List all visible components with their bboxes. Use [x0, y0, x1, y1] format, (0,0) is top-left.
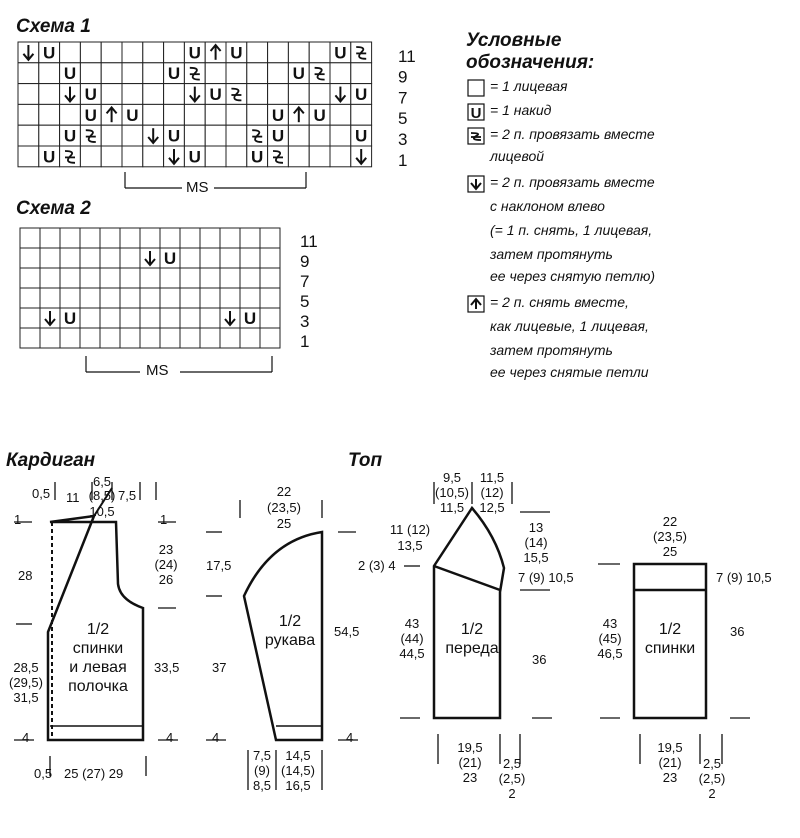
chart-cell [180, 228, 200, 248]
legend-item-ssk-line4: затем протянуть [490, 246, 613, 262]
chart-cell [40, 248, 60, 268]
chart-cell [247, 63, 268, 84]
top-dim: (2,5) [698, 771, 726, 786]
chart-cell [260, 268, 280, 288]
top-dim: 19,5 [457, 740, 483, 755]
chart-cell [40, 328, 60, 348]
chart-cell [330, 63, 351, 84]
chart-cell [288, 42, 309, 63]
legend-item-ssk-line3: (= 1 п. снять, 1 лицевая, [490, 222, 653, 238]
top-dim: 2,5 [502, 756, 522, 771]
yarn-over-symbol: U [313, 105, 326, 125]
chart-cell [20, 268, 40, 288]
chart-cell [120, 308, 140, 328]
chart-cell [143, 42, 164, 63]
yarn-over-symbol: U [84, 105, 97, 125]
chart-cell [184, 104, 205, 125]
top-dim: 36 [730, 624, 745, 639]
sleeve-dim: 14,5 [285, 748, 311, 763]
chart-cell [220, 268, 240, 288]
chart-cell [143, 84, 164, 105]
chart-cell [80, 248, 100, 268]
row-number: 1 [398, 150, 408, 170]
yarn-over-symbol: U [209, 85, 222, 104]
chart-cell [100, 288, 120, 308]
chart-cell [101, 63, 122, 84]
chart-cell [330, 146, 351, 167]
sleeve-dim: 17,5 [206, 558, 232, 573]
chart-cell [205, 63, 226, 84]
chart-cell [309, 125, 330, 146]
cardigan-dim: 26 [158, 572, 174, 587]
scheme2-ms-bracket [86, 356, 272, 372]
top-front-label: 1/2 переда [445, 621, 499, 657]
top-dim: 23 [662, 770, 678, 785]
top-dim: 23 [462, 770, 478, 785]
legend-item-yarnover: = 1 накид [490, 102, 552, 118]
chart-cell [120, 288, 140, 308]
chart-cell [39, 104, 60, 125]
chart-cell [60, 104, 81, 125]
top-title: Топ [348, 450, 383, 471]
yarn-over-symbol: U [126, 105, 139, 125]
legend-item-ssk-line5: ее через снятую петлю) [490, 268, 656, 284]
chart-cell [18, 146, 39, 167]
chart-cell [180, 328, 200, 348]
chart-cell [39, 84, 60, 105]
cardigan-body-label: 1/2 спинки и левая полочка [68, 621, 128, 695]
chart-cell [160, 288, 180, 308]
cardigan-sleeve-label: 1/2 рукава [264, 613, 316, 649]
chart-cell [288, 125, 309, 146]
top-dim: 11,5 [479, 470, 505, 485]
chart-cell [40, 268, 60, 288]
chart-cell [39, 63, 60, 84]
scheme2-title: Схема 2 [16, 198, 91, 219]
chart-cell [220, 288, 240, 308]
chart-cell [220, 248, 240, 268]
row-number: 11 [398, 46, 416, 66]
legend-item-knit: = 1 лицевая [490, 78, 568, 94]
top-dim: 13,5 [397, 538, 423, 553]
chart-cell [200, 308, 220, 328]
top-dim: (14) [524, 535, 548, 550]
sleeve-dim: 4 [346, 730, 354, 745]
scheme1-ms-bracket [125, 172, 306, 188]
row-number: 5 [398, 109, 408, 129]
chart-cell [220, 228, 240, 248]
chart-cell [100, 308, 120, 328]
cardigan-dim: 4 [22, 730, 30, 745]
chart-cell [180, 268, 200, 288]
chart-cell [164, 84, 185, 105]
chart-cell [40, 228, 60, 248]
chart-cell [268, 63, 289, 84]
scheme2-grid [20, 228, 318, 351]
top-dim: 2 [508, 786, 516, 801]
chart-cell [39, 125, 60, 146]
top-dim: (21) [458, 755, 482, 770]
chart-cell [330, 104, 351, 125]
cardigan-dim: 7,5 [118, 488, 137, 503]
chart-cell [20, 248, 40, 268]
yarn-over-symbol: U [63, 309, 77, 328]
yarn-over-symbol: U [63, 126, 77, 146]
yarn-over-symbol: U [167, 64, 181, 84]
top-dim: 2 (3) 4 [358, 558, 396, 573]
chart-cell [205, 104, 226, 125]
yarn-over-symbol: U [167, 126, 181, 146]
chart-cell [80, 288, 100, 308]
chart-cell [240, 248, 260, 268]
top-dim: (45) [598, 631, 622, 646]
top-dim: (2,5) [498, 771, 526, 786]
row-number: 7 [398, 88, 408, 108]
top-dim: 12,5 [479, 500, 505, 515]
top-dim: 2,5 [702, 756, 722, 771]
legend-item-cdd-line1: = 2 п. снять вместе, [490, 294, 629, 310]
top-dim: 43 [602, 616, 618, 631]
chart-cell [18, 104, 39, 125]
chart-cell [180, 248, 200, 268]
sleeve-dim: 22 [276, 484, 292, 499]
yarn-over-symbol: U [271, 105, 285, 125]
row-number: 1 [300, 332, 310, 351]
sleeve-dim: 25 [276, 516, 292, 531]
yarn-over-symbol: U [188, 147, 201, 167]
scheme1-title: Схема 1 [16, 16, 91, 37]
chart-cell [80, 42, 101, 63]
sleeve-dim: (9) [254, 763, 270, 778]
chart-cell [309, 42, 330, 63]
cardigan-dim: 28 [18, 568, 33, 583]
top-dim: 36 [532, 652, 547, 667]
cardigan-dim: (8,5) [88, 488, 116, 503]
chart-cell [60, 42, 81, 63]
legend-item-k2tog-line1: = 2 п. провязать вместе [490, 126, 655, 142]
top-dim: (12) [480, 485, 504, 500]
chart-cell [184, 125, 205, 146]
row-number: 9 [300, 252, 310, 271]
chart-cell [60, 228, 80, 248]
chart-cell [143, 104, 164, 125]
sleeve-dim: 54,5 [334, 624, 360, 639]
chart-cell [20, 288, 40, 308]
legend-item-cdd-line3: затем протянуть [490, 342, 613, 358]
yarn-over-symbol: U [470, 105, 482, 122]
top-dim: (21) [658, 755, 682, 770]
top-dim: 15,5 [523, 550, 549, 565]
chart-cell [80, 308, 100, 328]
chart-cell [101, 84, 122, 105]
chart-cell [260, 288, 280, 308]
chart-cell [60, 248, 80, 268]
top-dim: 19,5 [657, 740, 683, 755]
cardigan-dim: 11 [66, 490, 80, 505]
chart-cell [247, 84, 268, 105]
chart-cell [20, 308, 40, 328]
top-dim: 7 (9) 10,5 [518, 570, 574, 585]
sleeve-dim: 16,5 [285, 778, 311, 793]
chart-cell [120, 228, 140, 248]
row-number: 11 [300, 232, 318, 251]
chart-cell [160, 308, 180, 328]
chart-cell [180, 308, 200, 328]
yarn-over-symbol: U [292, 64, 305, 84]
cardigan-dim: 31,5 [13, 690, 39, 705]
chart-cell [140, 308, 160, 328]
top-dim: 22 [662, 514, 678, 529]
chart-cell [260, 328, 280, 348]
row-number: 3 [398, 130, 408, 149]
chart-cell [205, 146, 226, 167]
scheme1-ms-label: MS [186, 179, 209, 196]
chart-cell [247, 104, 268, 125]
chart-cell [80, 268, 100, 288]
top-dim: 25 [662, 544, 678, 559]
chart-cell [268, 42, 289, 63]
chart-cell [330, 125, 351, 146]
chart-cell [122, 125, 143, 146]
chart-cell [100, 228, 120, 248]
yarn-over-symbol: U [43, 147, 56, 167]
chart-cell [140, 228, 160, 248]
chart-cell [220, 328, 240, 348]
chart-cell [200, 288, 220, 308]
chart-cell [140, 268, 160, 288]
chart-cell [351, 104, 372, 125]
top-dim: 9,5 [442, 470, 462, 485]
chart-cell [140, 288, 160, 308]
yarn-over-symbol: U [188, 43, 201, 63]
sleeve-dim: 4 [212, 730, 220, 745]
cardigan-dim: 23 [158, 542, 174, 557]
chart-cell [309, 84, 330, 105]
yarn-over-symbol: U [163, 249, 177, 268]
top-dim: 11,5 [439, 500, 465, 515]
row-number: 9 [398, 67, 408, 87]
cardigan-dim: 28,5 [13, 660, 39, 675]
cardigan-title: Кардиган [6, 450, 96, 471]
chart-cell [160, 268, 180, 288]
yarn-over-symbol: U [355, 85, 368, 104]
chart-cell [18, 63, 39, 84]
chart-cell [240, 328, 260, 348]
chart-cell [200, 248, 220, 268]
chart-cell [288, 84, 309, 105]
legend-item-ssk-line2: с наклоном влево [490, 198, 605, 214]
cardigan-dim: (24) [154, 557, 178, 572]
chart-cell [268, 84, 289, 105]
top-dim: 11 (12) [389, 522, 431, 537]
chart-cell [260, 308, 280, 328]
chart-cell [240, 228, 260, 248]
cardigan-dim: 25 (27) 29 [64, 766, 124, 781]
chart-cell [122, 42, 143, 63]
cardigan-dim: 33,5 [154, 660, 180, 675]
sleeve-dim: 37 [212, 660, 227, 675]
chart-cell [80, 63, 101, 84]
chart-cell [351, 63, 372, 84]
chart-cell [122, 63, 143, 84]
sleeve-dim: 7,5 [252, 748, 272, 763]
chart-cell [160, 328, 180, 348]
top-back-label: 1/2 спинки [644, 621, 696, 657]
top-dim: 7 (9) 10,5 [716, 570, 772, 585]
top-dim: (10,5) [435, 485, 469, 500]
yarn-over-symbol: U [243, 309, 257, 328]
row-number: 7 [300, 272, 310, 291]
chart-cell [80, 146, 101, 167]
chart-cell [120, 248, 140, 268]
chart-cell [122, 84, 143, 105]
cardigan-dim: 4 [166, 730, 174, 745]
chart-cell [140, 328, 160, 348]
yarn-over-symbol: U [230, 43, 243, 63]
legend-item-cdd-line4: ее через снятые петли [490, 364, 649, 380]
chart-cell [101, 42, 122, 63]
yarn-over-symbol: U [43, 43, 56, 63]
chart-cell [164, 104, 185, 125]
yarn-over-symbol: U [271, 126, 285, 146]
chart-cell [143, 146, 164, 167]
sleeve-dim: (23,5) [267, 500, 301, 515]
chart-cell [18, 84, 39, 105]
chart-cell [20, 328, 40, 348]
cardigan-dim: 6,5 [92, 474, 112, 489]
top-dim: 44,5 [399, 646, 425, 661]
chart-cell [60, 288, 80, 308]
chart-cell [260, 248, 280, 268]
chart-cell [100, 248, 120, 268]
cardigan-dim: 10,5 [89, 504, 115, 519]
chart-cell [80, 328, 100, 348]
top-dim: 2 [708, 786, 716, 801]
legend-item-ssk-line1: = 2 п. провязать вместе [490, 174, 655, 190]
chart-cell [100, 328, 120, 348]
cardigan-dim: 1 [14, 512, 22, 527]
chart-cell [226, 125, 247, 146]
top-dim: 46,5 [597, 646, 623, 661]
chart-cell [240, 288, 260, 308]
sleeve-dim: (14,5) [281, 763, 315, 778]
chart-cell [205, 125, 226, 146]
chart-cell [260, 228, 280, 248]
top-dim: (23,5) [653, 529, 687, 544]
yarn-over-symbol: U [334, 43, 347, 63]
chart-cell [60, 268, 80, 288]
top-dim: 13 [528, 520, 544, 535]
scheme1-grid [18, 42, 416, 170]
top-front-outline [434, 508, 504, 718]
cardigan-dim: 0,5 [34, 766, 53, 781]
legend-title: Условные обозначения: [466, 30, 595, 73]
yarn-over-symbol: U [63, 64, 77, 84]
chart-cell [40, 288, 60, 308]
chart-cell [101, 125, 122, 146]
chart-cell [122, 146, 143, 167]
chart-cell [240, 268, 260, 288]
chart-cell [226, 104, 247, 125]
chart-cell [200, 268, 220, 288]
cardigan-dim: 0,5 [32, 486, 51, 501]
chart-cell [100, 268, 120, 288]
chart-cell [20, 228, 40, 248]
row-number: 3 [300, 312, 310, 331]
chart-cell [80, 228, 100, 248]
cardigan-dim: (29,5) [9, 675, 43, 690]
chart-cell [101, 146, 122, 167]
chart-cell [120, 328, 140, 348]
legend-item-cdd-line2: как лицевые, 1 лицевая, [490, 318, 649, 334]
yarn-over-symbol: U [355, 126, 368, 146]
row-number: 5 [300, 292, 310, 311]
chart-cell [60, 328, 80, 348]
chart-cell [200, 228, 220, 248]
legend-item-k2tog-line2: лицевой [490, 148, 545, 164]
chart-cell [143, 63, 164, 84]
chart-cell [288, 146, 309, 167]
chart-cell [309, 146, 330, 167]
yarn-over-symbol: U [251, 147, 264, 167]
chart-cell [200, 328, 220, 348]
cardigan-dim: 1 [160, 512, 168, 527]
chart-cell [226, 146, 247, 167]
top-dim: (44) [400, 631, 424, 646]
chart-cell [120, 268, 140, 288]
chart-cell [247, 42, 268, 63]
chart-cell [160, 228, 180, 248]
sleeve-dim: 8,5 [252, 778, 272, 793]
chart-cell [180, 288, 200, 308]
chart-cell [226, 63, 247, 84]
legend-icons [468, 80, 484, 312]
yarn-over-symbol: U [84, 85, 97, 104]
legend-icon-box [468, 80, 484, 96]
scheme2-ms-label: MS [146, 362, 169, 379]
chart-cell [18, 125, 39, 146]
top-dim: 43 [404, 616, 420, 631]
chart-cell [164, 42, 185, 63]
